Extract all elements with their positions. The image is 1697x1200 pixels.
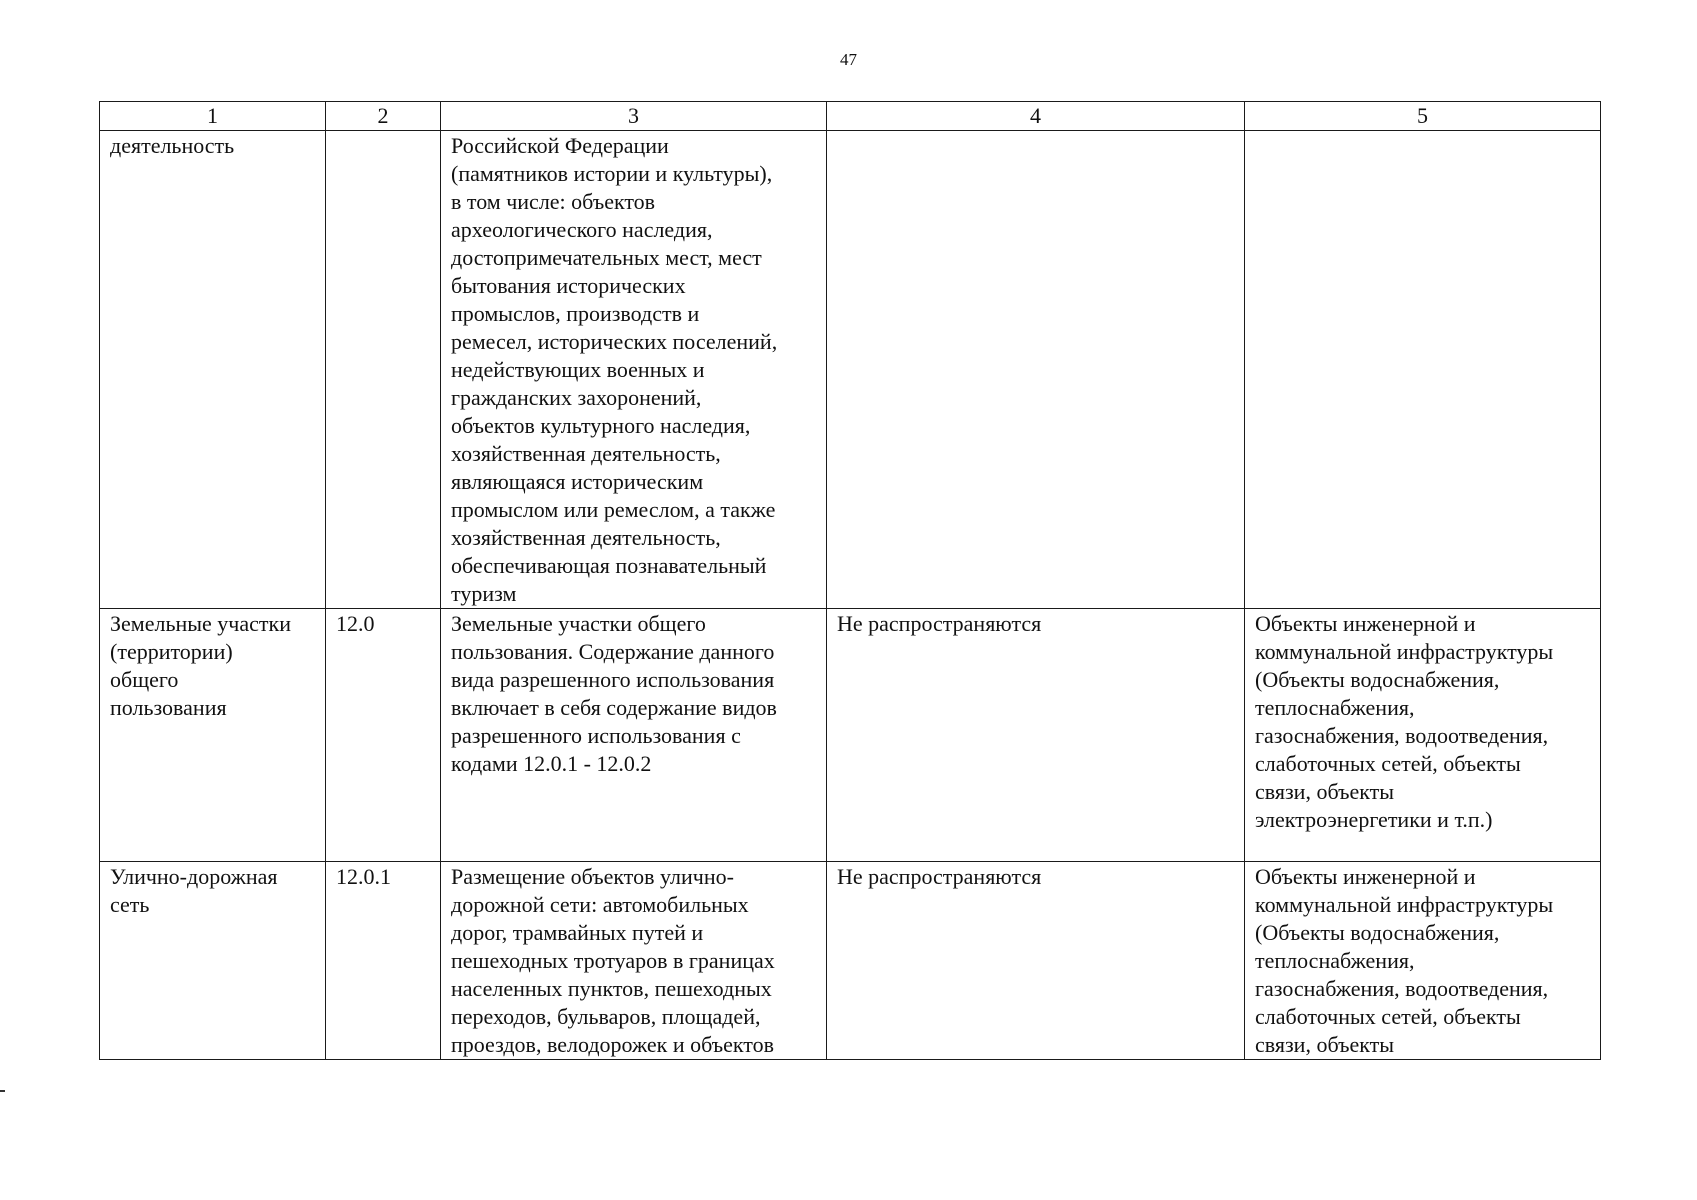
cell-permitted-objects: Объекты инженерной и коммунальной инфраструктуры (Объекты водоснабжения, теплоснабжения, газоснабжения, водоотведения, слаботочных сетей, объекты связи, объекты электроэнергетики и т.п.): [1245, 609, 1601, 862]
cell-use-description: Земельные участки общего пользования. Содержание данного вида разрешенного использования включает в себя содержание видов разрешенного использования с кодами 12.0.1 - 12.0.2: [441, 609, 827, 862]
cell-restrictions: Не распространяются: [827, 862, 1245, 1060]
cell-use-description: Российской Федерации (памятников истории и культуры), в том числе: объектов археологического наследия, достопримечательных мест, мест бытования исторических промыслов, производств и ремесел, исторических поселений, недействующих военных и гражданских захоронений, объектов культурного наследия, хозяйственная деятельность, являющаяся историческим промыслом или ремеслом, а также хозяйственная деятельность, обеспечивающая познавательный туризм: [441, 131, 827, 609]
table-row: [100, 609, 1601, 862]
column-header-5: 5: [1245, 102, 1601, 131]
cell-use-code: [326, 131, 441, 609]
cell-use-name: Земельные участки (территории) общего пользования: [100, 609, 326, 862]
cell-use-code: 12.0: [326, 609, 441, 862]
cell-permitted-objects: [1245, 131, 1601, 609]
land-use-table: [99, 101, 1601, 1060]
cell-use-name: Улично-дорожная сеть: [100, 862, 326, 1060]
column-header-4: 4: [827, 102, 1245, 131]
cell-restrictions: [827, 131, 1245, 609]
cell-use-name: деятельность: [100, 131, 326, 609]
table-header-row: [100, 102, 1601, 131]
column-header-2: 2: [326, 102, 441, 131]
scan-edge-mark: [0, 1090, 5, 1092]
cell-permitted-objects: Объекты инженерной и коммунальной инфраструктуры (Объекты водоснабжения, теплоснабжения, газоснабжения, водоотведения, слаботочных сетей, объекты связи, объекты: [1245, 862, 1601, 1060]
table-row: [100, 862, 1601, 1060]
page-number: 47: [840, 50, 857, 69]
cell-use-description: Размещение объектов улично- дорожной сети: автомобильных дорог, трамвайных путей и пешеходных тротуаров в границах населенных пунктов, пешеходных переходов, бульваров, площадей, проездов, велодорожек и объектов: [441, 862, 827, 1060]
cell-use-code: 12.0.1: [326, 862, 441, 1060]
column-header-3: 3: [441, 102, 827, 131]
table-row: [100, 131, 1601, 609]
column-header-1: 1: [100, 102, 326, 131]
cell-restrictions: Не распространяются: [827, 609, 1245, 862]
